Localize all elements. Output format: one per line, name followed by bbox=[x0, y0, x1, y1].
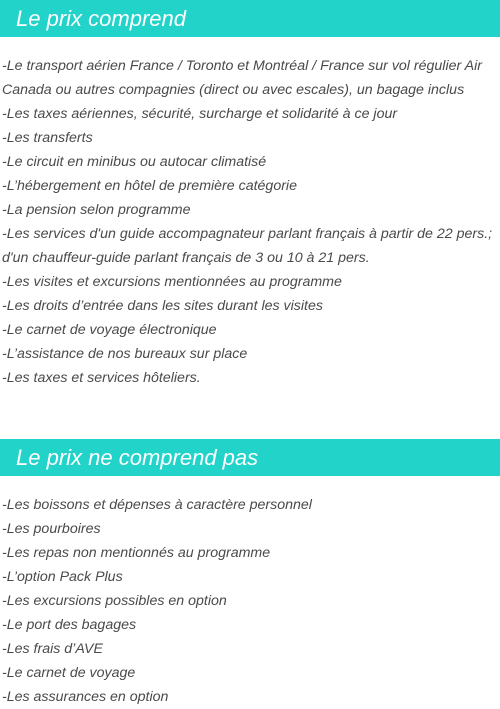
list-item: -Le transport aérien France / Toronto et Montréal / France sur vol régulier Air Canada ou autres compagnies (direct ou avec escales), un bagage inclus bbox=[2, 58, 482, 98]
list-item: -Les services d'un guide accompagnateur parlant français à partir de 22 pers.; d'un chauffeur-guide parlant français de 3 ou 10 à 21 pers. bbox=[2, 226, 493, 266]
price-includes-title: Le prix comprend bbox=[16, 5, 186, 31]
list-item: -Les assurances en option bbox=[2, 689, 169, 705]
list-item: -Les frais d’AVE bbox=[2, 641, 103, 657]
list-item: -L’option Pack Plus bbox=[2, 569, 123, 585]
list-item: -L’assistance de nos bureaux sur place bbox=[2, 346, 248, 362]
list-item: -Les taxes aériennes, sécurité, surcharge et solidarité à ce jour bbox=[2, 106, 398, 122]
price-excludes-section bbox=[0, 439, 500, 709]
list-item: -Les taxes et services hôteliers. bbox=[2, 370, 201, 386]
list-item: -Les repas non mentionnés au programme bbox=[2, 545, 271, 561]
list-item: -La pension selon programme bbox=[2, 202, 191, 218]
price-excludes-title: Le prix ne comprend pas bbox=[16, 444, 259, 470]
list-item: -Les visites et excursions mentionnées au programme bbox=[2, 274, 342, 290]
list-item: -Le carnet de voyage bbox=[2, 665, 136, 681]
list-item: -Les excursions possibles en option bbox=[2, 593, 227, 609]
list-item: -Les transferts bbox=[2, 130, 93, 146]
price-includes-list bbox=[0, 54, 500, 390]
price-includes-header bbox=[0, 0, 500, 37]
price-excludes-list bbox=[0, 493, 500, 709]
list-item: -L’hébergement en hôtel de première catégorie bbox=[2, 178, 297, 194]
list-item: -Les pourboires bbox=[2, 521, 101, 537]
list-item: -Le circuit en minibus ou autocar climatisé bbox=[2, 154, 267, 170]
list-item: -Le port des bagages bbox=[2, 617, 137, 633]
list-item: -Le carnet de voyage électronique bbox=[2, 322, 217, 338]
price-excludes-header bbox=[0, 439, 500, 476]
list-item: -Les droits d’entrée dans les sites durant les visites bbox=[2, 298, 323, 314]
list-item: -Les boissons et dépenses à caractère personnel bbox=[2, 497, 312, 513]
